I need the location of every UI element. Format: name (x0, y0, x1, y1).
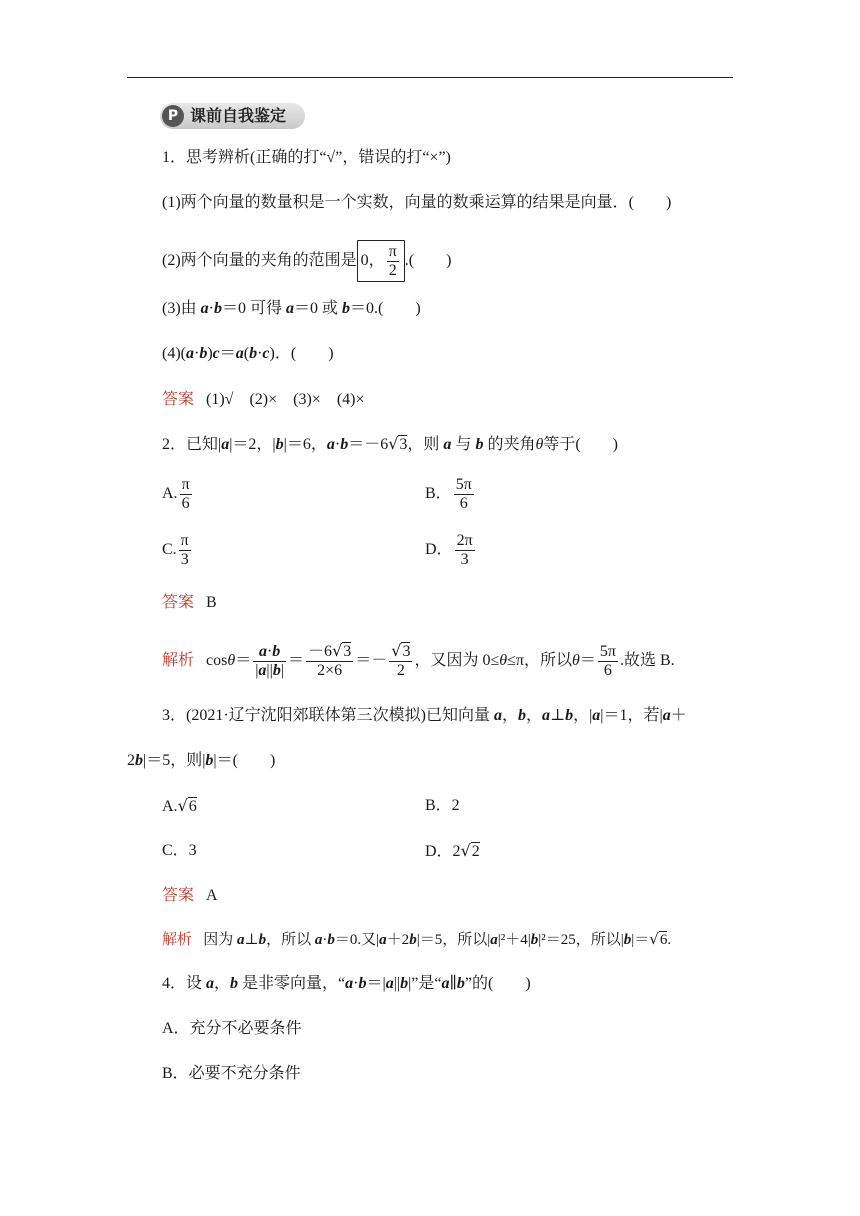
text: ＝ (579, 652, 596, 669)
option-fraction (179, 532, 191, 569)
sqrt-icon: √ (388, 434, 399, 453)
den: 3 (180, 550, 189, 568)
text: cos (206, 652, 228, 669)
q1-item-2 (162, 240, 451, 282)
vec-b: b (275, 436, 284, 453)
text: 2．已知| (162, 436, 222, 453)
num: 5π (455, 475, 472, 493)
vec-b: b (456, 975, 465, 992)
vec-b: b (400, 975, 409, 992)
den: 6 (181, 494, 190, 512)
option-fraction (454, 476, 474, 513)
q3-option-c: C．3 (162, 842, 197, 859)
num (389, 642, 412, 662)
num (306, 642, 353, 662)
text: －6 (308, 643, 333, 661)
theta: θ (572, 652, 580, 669)
answer-text: A (206, 887, 218, 904)
q1-interval-zero: 0， (360, 252, 385, 270)
option-letter: D． (425, 541, 453, 558)
theta: θ (535, 436, 544, 453)
q2-option-c (162, 530, 193, 570)
option-letter: A. (162, 798, 178, 815)
vec-b: b (623, 932, 632, 948)
vec-b: b (409, 932, 417, 948)
text: (4)( (162, 345, 186, 362)
text: || (266, 661, 273, 679)
text: |”是“ (408, 975, 442, 992)
text: |＝ (631, 932, 650, 948)
q1-item-1: (1)两个向量的数量积是一个实数，向量的数乘运算的结果是向量．( ) (162, 194, 672, 211)
header-rule (127, 77, 733, 78)
radicand: 6 (659, 932, 668, 948)
text: ，则 (407, 436, 444, 453)
text: 等于( ) (543, 436, 618, 453)
text: ＝－ (355, 652, 388, 669)
vec-b: b (530, 932, 539, 948)
answer-text: B (206, 594, 217, 611)
text: |＝5，则| (143, 752, 206, 769)
vec-a: a (326, 436, 335, 453)
text: 的夹角 (483, 436, 536, 453)
text: ＝0 可得 (222, 300, 287, 317)
vec-a: a (385, 975, 394, 992)
text: ＝| (366, 975, 386, 992)
q2-explanation (162, 638, 675, 683)
q4-stem (162, 973, 531, 995)
q3-stem-line-2 (127, 750, 275, 772)
den (253, 662, 286, 680)
text: ( (243, 345, 250, 362)
num (253, 643, 286, 662)
radicand: 2 (471, 843, 480, 860)
sqrt-icon: √ (649, 930, 659, 948)
vec-a: a (258, 661, 267, 679)
vec-b: b (135, 752, 143, 769)
text: |＝5，所以| (416, 932, 491, 948)
text: ”的( ) (464, 975, 531, 992)
num: π (180, 531, 189, 549)
answer-label: 答案 (162, 389, 195, 408)
q2-stem (162, 433, 618, 456)
den: 2 (396, 662, 405, 680)
vec-a: a (662, 707, 671, 724)
text: . (667, 932, 672, 948)
text: ＝0.( ) (350, 300, 421, 317)
vec-c: c (262, 345, 270, 362)
vec-a: a (592, 707, 601, 724)
vec-a: a (494, 707, 502, 724)
vec-b: b (272, 642, 281, 660)
text: ，又因为 0≤ (414, 652, 500, 669)
text: ≤π，所以 (507, 652, 573, 669)
vec-a: a (258, 642, 267, 660)
text: ＝0.又| (334, 932, 380, 948)
den: 6 (459, 494, 468, 512)
text: ∥ (449, 975, 457, 992)
text: ＝ (219, 345, 236, 362)
text: | (280, 661, 285, 679)
q2-option-a (162, 474, 194, 514)
radicand: 3 (402, 643, 411, 661)
q1-item-2-end: .( ) (404, 251, 452, 269)
vec-b: b (565, 707, 574, 724)
sqrt-icon: √ (177, 796, 188, 815)
text: ＝ (288, 652, 305, 669)
text: .故选 B. (619, 652, 675, 669)
text: ， (526, 707, 543, 724)
text: |＝( ) (213, 752, 276, 769)
fraction-values (306, 642, 353, 680)
text: ，| (573, 707, 593, 724)
q1-item-3 (162, 298, 421, 320)
text: ， (214, 975, 231, 992)
fraction-root3-over-2 (389, 642, 412, 680)
text: ，所以 (266, 932, 315, 948)
section-badge-icon: P (162, 105, 184, 127)
vec-a: a (542, 707, 551, 724)
text: 3．(2021·辽宁沈阳郊联体第三次模拟)已知向量 (162, 707, 494, 724)
text: 因为 (203, 932, 238, 948)
q3-option-a (162, 795, 197, 818)
vec-c: c (212, 345, 220, 362)
vec-b: b (340, 436, 349, 453)
vec-b: b (230, 975, 239, 992)
vec-a: a (237, 932, 245, 948)
vec-b: b (358, 975, 367, 992)
text: 2 (127, 752, 135, 769)
text: 是非零向量，“ (238, 975, 346, 992)
text: ＝ (235, 652, 252, 669)
vec-a: a (490, 932, 498, 948)
q3-explanation (162, 928, 671, 951)
section-title: 课前自我鉴定 (190, 106, 287, 125)
text: |²＋4| (497, 932, 531, 948)
text: · (353, 975, 359, 992)
text: ) (207, 345, 213, 362)
fraction-ab (253, 643, 286, 680)
vec-a: a (286, 300, 295, 317)
text: · (193, 345, 200, 362)
explanation-label: 解析 (162, 650, 195, 669)
text: ＝0 或 (294, 300, 343, 317)
text: ⊥ (244, 932, 259, 948)
num: 5π (599, 642, 616, 660)
q3-stem-line-1 (162, 705, 687, 727)
sqrt-icon: √ (332, 641, 343, 661)
text: 4．设 (162, 975, 207, 992)
vec-a: a (443, 436, 452, 453)
option-fraction (455, 532, 475, 569)
vec-a: a (221, 436, 230, 453)
option-letter: C. (162, 541, 177, 558)
option-letter: D．2 (425, 843, 461, 860)
vec-a: a (345, 975, 354, 992)
radicand: 6 (188, 798, 197, 815)
q1-interval-fraction (387, 243, 399, 280)
option-fraction (180, 476, 192, 513)
text: ＋ (670, 707, 687, 724)
vec-a: a (185, 345, 194, 362)
answer-text: (1)√ (2)× (3)× (4)× (206, 391, 365, 408)
q2-option-b (425, 474, 476, 514)
text: (3)由 (162, 300, 201, 317)
vec-a: a (200, 300, 209, 317)
vec-b: b (214, 300, 222, 317)
option-letter: A. (162, 485, 178, 502)
vec-b: b (327, 932, 335, 948)
vec-b: b (205, 752, 214, 769)
text: |＝2，| (229, 436, 276, 453)
explanation-label: 解析 (162, 930, 193, 948)
answer-label: 答案 (162, 592, 195, 611)
vec-b: b (258, 932, 267, 948)
vec-a: a (441, 975, 450, 992)
text: || (393, 975, 401, 992)
theta: θ (499, 652, 508, 669)
q1-item-4 (162, 343, 334, 365)
q1-answer (162, 388, 365, 411)
text: ＋2 (386, 932, 410, 948)
text: ， (502, 707, 519, 724)
answer-label: 答案 (162, 885, 195, 904)
vec-b: b (199, 345, 208, 362)
radicand: 3 (343, 643, 352, 661)
den: 6 (603, 661, 612, 679)
text: |＝1，若| (600, 707, 663, 724)
theta: θ (227, 652, 236, 669)
text: · (208, 300, 214, 317)
vec-a: a (379, 932, 387, 948)
vec-b: b (475, 436, 484, 453)
vec-a: a (206, 975, 215, 992)
vec-b: b (249, 345, 258, 362)
q1-stem: 1．思考辨析(正确的打“√”，错误的打“×”) (162, 149, 451, 166)
q3-answer (162, 884, 218, 907)
q1-interval-num: π (388, 242, 397, 260)
text: · (322, 932, 328, 948)
q1-interval-den: 2 (388, 261, 397, 279)
num: π (181, 475, 190, 493)
q3-option-b: B．2 (425, 797, 460, 814)
den: 2×6 (317, 662, 343, 680)
text: |²＝25，所以| (538, 932, 624, 948)
vec-b: b (272, 661, 281, 679)
vec-b: b (518, 707, 527, 724)
text: )．( ) (269, 345, 334, 362)
q1-interval-bracket (357, 240, 405, 282)
radicand: 3 (399, 436, 408, 453)
text: · (266, 642, 273, 660)
sqrt-icon: √ (460, 841, 471, 860)
q2-answer (162, 591, 217, 614)
q4-option-a: A．充分不必要条件 (162, 1020, 302, 1037)
text: 与 (451, 436, 476, 453)
q2-option-d (425, 530, 477, 570)
fraction-5pi-6 (598, 643, 618, 680)
sqrt-icon: √ (391, 641, 402, 661)
num: 2π (456, 531, 473, 549)
vec-a: a (314, 932, 323, 948)
vec-a: a (235, 345, 244, 362)
vec-b: b (342, 300, 351, 317)
q1-item-2-text: (2)两个向量的夹角的范围是 (162, 251, 357, 269)
text: |＝6， (283, 436, 327, 453)
q3-option-d (425, 840, 480, 863)
text: · (334, 436, 341, 453)
q4-option-b: B．必要不充分条件 (162, 1065, 301, 1082)
text: ＝－6 (348, 436, 389, 453)
text: · (257, 345, 263, 362)
text: | (255, 661, 259, 679)
option-letter: B． (425, 485, 452, 502)
den: 3 (460, 550, 469, 568)
text: ⊥ (550, 707, 566, 724)
